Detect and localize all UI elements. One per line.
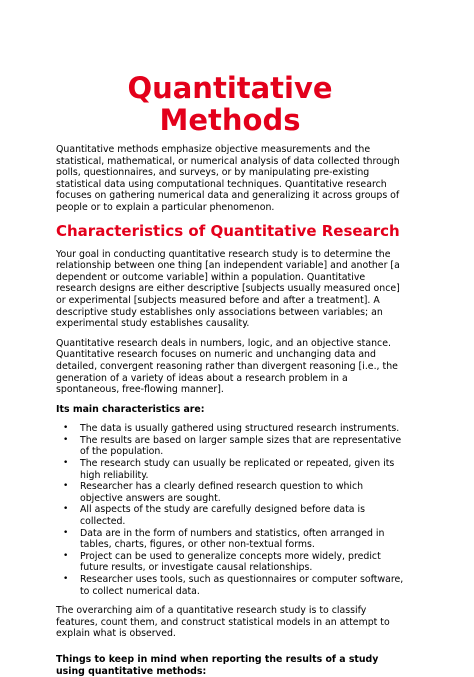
list-item-text: Researcher has a clearly defined research question to which objective answers are sought. xyxy=(80,481,364,504)
list-item-text: Project can be used to generalize concepts more widely, predict future results, or investigate causal relationships. xyxy=(80,550,381,574)
list-heading: Its main characteristics are: xyxy=(56,403,205,415)
paragraph-goal: Your goal in conducting quantitative research study is to determine the relationship between one thing [an independent variable] and another [a dependent or outcome variable] within a population. Quantitative research designs are either descriptive [subjects usually measured once] or experimental [subjects measured before and after a treatment]. A descriptive study establishes only associations between variables; an experimental study establishes causality. xyxy=(56,248,400,330)
bullet-icon: • xyxy=(63,458,69,469)
section-heading: Characteristics of Quantitative Research xyxy=(56,221,400,240)
list-item xyxy=(63,481,404,504)
bullet-icon: • xyxy=(63,423,69,434)
list-item-text: Researcher uses tools, such as questionnaires or computer software, to collect numerical data. xyxy=(80,574,404,597)
things-heading: Things to keep in mind when reporting the results of a study using quantitative methods: xyxy=(56,653,379,677)
list-item xyxy=(63,527,404,551)
list-item-text: The data is usually gathered using structured research instruments. xyxy=(80,423,400,435)
bullet-icon: • xyxy=(63,527,69,538)
paragraph-aim: The overarching aim of a quantitative research study is to classify features, count them, and construct statistical models in an attempt to explain what is observed. xyxy=(56,605,390,640)
list-item xyxy=(63,458,404,481)
list-item-text: The results are based on larger sample sizes that are representative of the population. xyxy=(80,434,402,458)
list-item xyxy=(63,574,404,597)
bullet-icon: • xyxy=(63,574,69,584)
bullet-icon: • xyxy=(63,504,69,515)
list-item xyxy=(63,434,404,458)
list-item xyxy=(63,423,404,435)
list-item-text: The research study can usually be replicated or repeated, given its high reliability. xyxy=(80,458,395,481)
characteristics-list xyxy=(56,423,404,597)
intro-paragraph: Quantitative methods emphasize objective measurements and the statistical, mathematical, or numerical analysis of data collected through polls, questionnaires, and surveys, or by manipulating pre-existing statistical data using computational techniques. Quantitative research focuses on gathering numerical data and generalizing it across groups of people or to explain a particular phenomenon. xyxy=(56,144,400,213)
list-item-text: Data are in the form of numbers and statistics, often arranged in tables, charts, figures, or other non-textual forms. xyxy=(80,527,385,551)
paragraph-numbers: Quantitative research deals in numbers, logic, and an objective stance. Quantitative research focuses on numeric and unchanging data and detailed, convergent reasoning rather than divergent reasoning [i.e., the generation of a variety of ideas about a research problem in a spontaneous, free-flowing manner]. xyxy=(56,337,398,396)
list-item xyxy=(63,550,404,574)
bullet-icon: • xyxy=(63,481,69,492)
list-item xyxy=(63,504,404,528)
bullet-icon: • xyxy=(63,550,69,561)
page-title: Quantitative Methods xyxy=(127,71,333,137)
bullet-icon: • xyxy=(63,434,69,445)
list-item-text: All aspects of the study are carefully designed before data is collected. xyxy=(80,504,365,528)
